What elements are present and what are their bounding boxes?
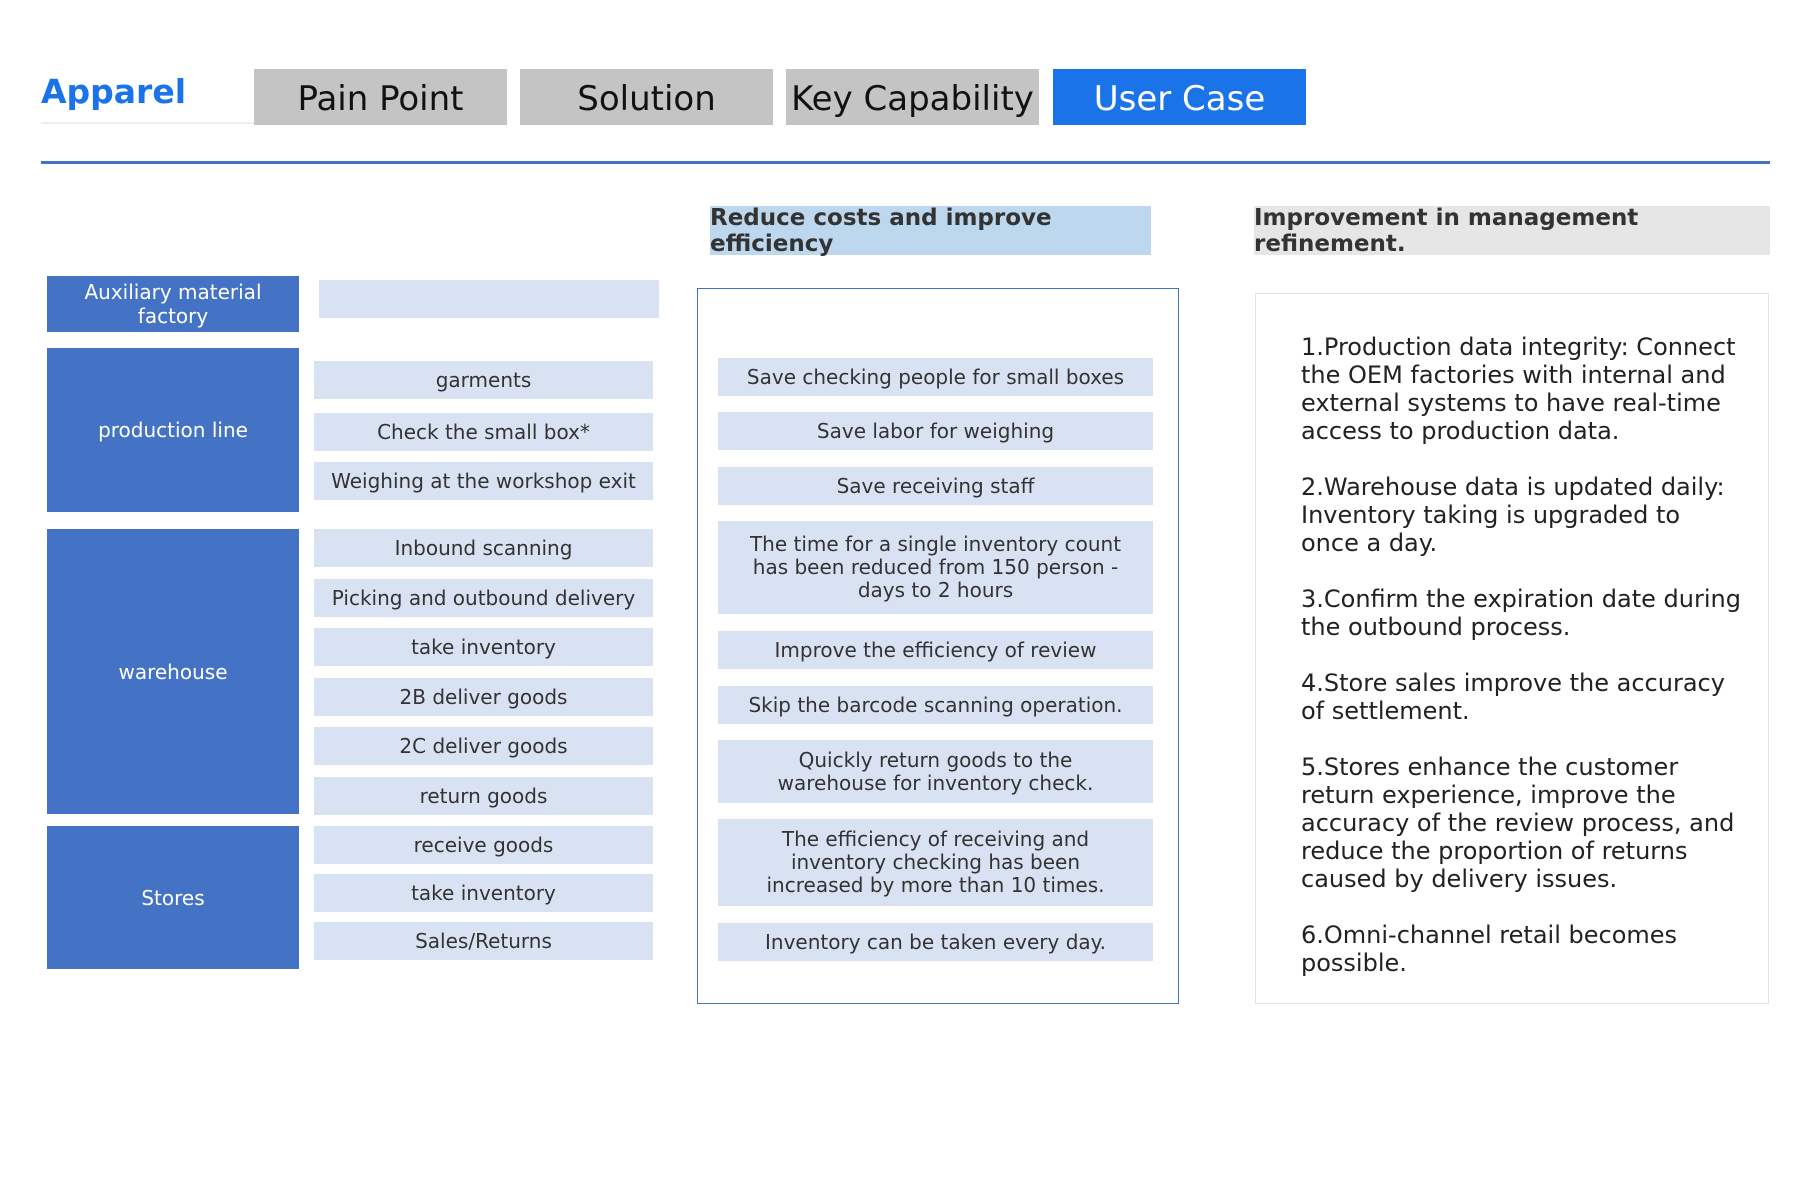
improvements-list: [1301, 333, 1741, 1005]
tab-pain-point[interactable]: Pain Point: [254, 69, 507, 125]
header-divider: [41, 161, 1770, 164]
warehouse-item: 2C deliver goods: [314, 727, 653, 765]
result-item: Skip the barcode scanning operation.: [718, 686, 1153, 724]
result-item: Save labor for weighing: [718, 412, 1153, 450]
title-underline: [41, 122, 255, 124]
stores-item: receive goods: [314, 826, 653, 864]
category-auxiliary-material-factory: Auxiliary material factory: [47, 276, 299, 332]
result-item: The efficiency of receiving and inventory checking has been increased by more than 10 times.: [718, 819, 1153, 906]
improvement-item: 5.Stores enhance the customer return experience, improve the accuracy of the review process, and reduce the proportion of returns caused by delivery issues.: [1301, 753, 1735, 893]
tab-solution[interactable]: Solution: [520, 69, 773, 125]
warehouse-item: return goods: [314, 777, 653, 815]
production-item: Weighing at the workshop exit: [314, 462, 653, 500]
right-section-title: Improvement in management refinement.: [1254, 206, 1770, 255]
tab-user-case[interactable]: User Case: [1053, 69, 1306, 125]
tab-key-capability[interactable]: Key Capability: [786, 69, 1039, 125]
result-item: Quickly return goods to the warehouse for inventory check.: [718, 740, 1153, 803]
production-item: garments: [314, 361, 653, 399]
warehouse-item: take inventory: [314, 628, 653, 666]
middle-section-title: Reduce costs and improve efficiency: [710, 206, 1151, 255]
improvement-item: 6.Omni-channel retail becomes possible.: [1301, 921, 1678, 977]
improvement-item: 2.Warehouse data is updated daily: Inventory taking is upgraded to once a day.: [1301, 473, 1725, 557]
auxiliary-item-empty: [319, 280, 659, 318]
result-item: The time for a single inventory count has been reduced from 150 person - days to 2 hours: [718, 521, 1153, 614]
stores-item: Sales/Returns: [314, 922, 653, 960]
result-item: Save receiving staff: [718, 467, 1153, 505]
stores-item: take inventory: [314, 874, 653, 912]
result-item: Inventory can be taken every day.: [718, 923, 1153, 961]
result-item: Improve the efficiency of review: [718, 631, 1153, 669]
improvement-item: 3.Confirm the expiration date during the outbound process.: [1301, 585, 1741, 641]
improvement-item: 4.Store sales improve the accuracy of settlement.: [1301, 669, 1725, 725]
warehouse-item: Picking and outbound delivery: [314, 579, 653, 617]
production-item: Check the small box*: [314, 413, 653, 451]
category-production-line: production line: [47, 348, 299, 512]
category-warehouse: warehouse: [47, 529, 299, 814]
category-stores: Stores: [47, 826, 299, 969]
warehouse-item: Inbound scanning: [314, 529, 653, 567]
result-item: Save checking people for small boxes: [718, 358, 1153, 396]
warehouse-item: 2B deliver goods: [314, 678, 653, 716]
app-title: Apparel: [41, 72, 187, 111]
improvement-item: 1.Production data integrity: Connect the OEM factories with internal and external systems to have real-time access to production data.: [1301, 333, 1736, 445]
